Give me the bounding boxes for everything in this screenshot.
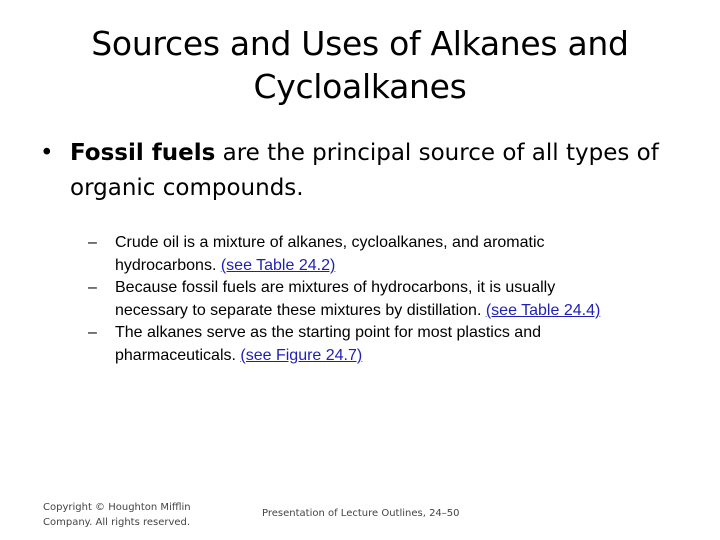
sub-bullet-text: Because fossil fuels are mixtures of hydrocarbons, it is usually necessary to separate these mixtures by distillation. — [115, 279, 556, 319]
main-bullet — [40, 136, 690, 206]
presentation-footer: Presentation of Lecture Outlines, 24–50 — [262, 508, 460, 519]
sub-bullet-dash: – — [88, 279, 97, 296]
sub-bullet-text: Crude oil is a mixture of alkanes, cycloalkanes, and aromatic hydrocarbons. — [115, 234, 545, 274]
bullet-symbol: • — [40, 140, 54, 166]
sub-bullet-dash: – — [88, 234, 97, 251]
main-bullet-text — [70, 136, 690, 206]
sub-bullet — [88, 232, 628, 277]
slide-title: Sources and Uses of Alkanes and Cycloalkanes — [91, 24, 629, 106]
copyright-footer: Copyright © Houghton Mifflin Company. All rights reserved. — [43, 502, 191, 528]
sub-bullet — [88, 322, 628, 367]
table-24-2-link[interactable]: (see Table 24.2) — [220, 256, 336, 274]
figure-24-7-link[interactable]: (see Figure 24.7) — [240, 346, 363, 364]
sub-bullet — [88, 277, 628, 322]
table-24-4-link[interactable]: (see Table 24.4) — [485, 301, 601, 319]
bold-term: Fossil fuels — [70, 140, 216, 166]
sub-bullet-list — [88, 232, 628, 367]
sub-bullet-text: The alkanes serve as the starting point for most plastics and pharmaceuticals. — [115, 324, 541, 364]
sub-bullet-dash: – — [88, 324, 97, 341]
main-bullet-rest: are the principal source of all types of organic compounds. — [70, 140, 659, 201]
